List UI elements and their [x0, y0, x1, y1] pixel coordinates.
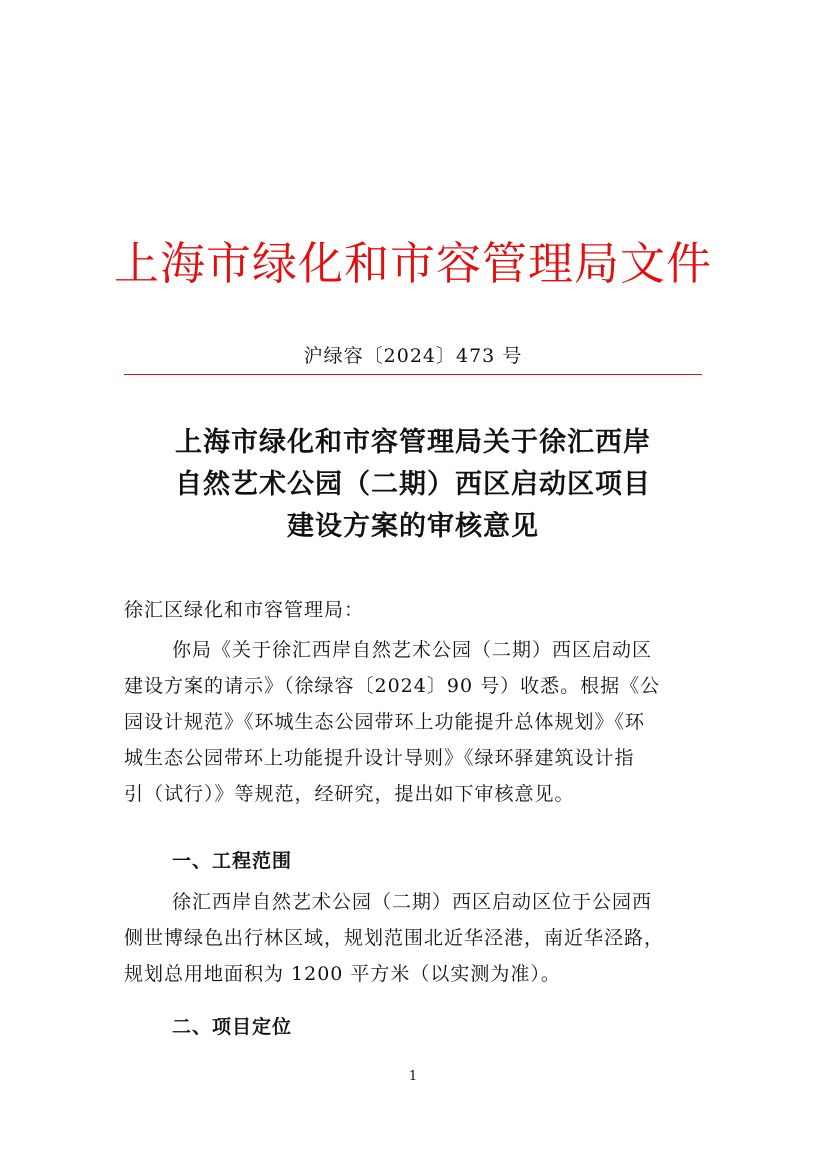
paragraph-line: 徐汇西岸自然艺术公园（二期）西区启动区位于公园西	[172, 891, 653, 913]
section-heading-project-scope: 一、工程范围	[172, 850, 293, 872]
salutation: 徐汇区绿化和市容管理局：	[124, 599, 365, 621]
paragraph-line: 建设方案的请示》（徐绿容〔2024〕90 号）收悉。根据《公	[124, 675, 661, 697]
section-heading-project-positioning: 二、项目定位	[172, 1016, 293, 1038]
paragraph-line: 侧世博绿色出行林区域，规划范围北近华泾港，南近华泾路，	[124, 927, 665, 949]
document-number: 沪绿容〔2024〕473 号	[303, 345, 523, 367]
title-line: 自然艺术公园（二期）西区启动区项目	[175, 469, 651, 500]
paragraph-line: 规划总用地面积为 1200 平方米（以实测为准）。	[124, 963, 561, 985]
paragraph-request-basis	[124, 632, 704, 812]
paragraph-line: 园设计规范》《环城生态公园带环上功能提升总体规划》《环	[124, 711, 646, 733]
title-line: 建设方案的审核意见	[287, 511, 539, 542]
paragraph-line: 城生态公园带环上功能提升设计导则》《绿环驿建筑设计指	[124, 747, 635, 769]
paragraph-line: 引（试行）》等规范，经研究，提出如下审核意见。	[124, 783, 575, 805]
title-line: 上海市绿化和市容管理局关于徐汇西岸	[175, 427, 651, 458]
red-separator-line	[124, 374, 702, 375]
page-number: 1	[408, 1069, 418, 1084]
paragraph-line: 你局《关于徐汇西岸自然艺术公园（二期）西区启动区	[172, 639, 653, 661]
paragraph-project-scope	[124, 884, 704, 992]
document-title	[100, 422, 726, 548]
issuing-authority-header: 上海市绿化和市容管理局文件	[113, 237, 712, 290]
